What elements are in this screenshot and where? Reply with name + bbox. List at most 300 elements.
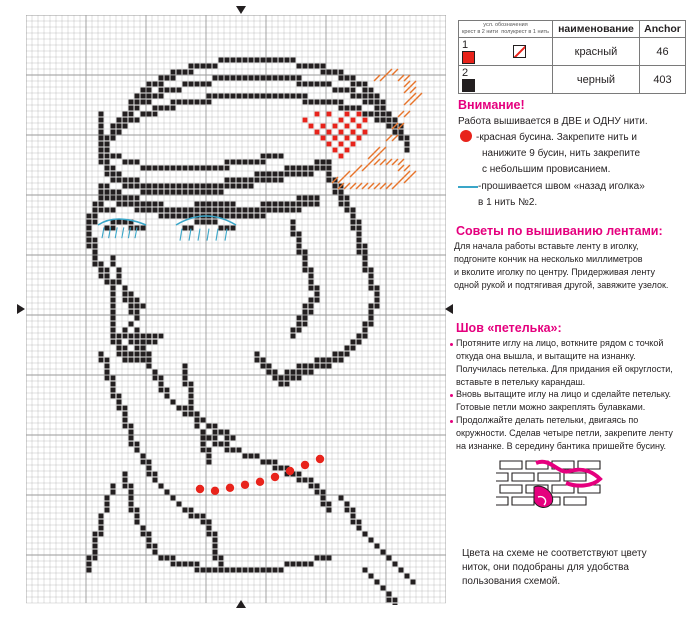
stitch-cell	[309, 562, 314, 567]
stitch-cell	[111, 286, 116, 291]
stitch-cell	[351, 142, 356, 147]
stitch-cell	[153, 544, 158, 549]
stitch-cell	[357, 82, 362, 87]
stitch-cell	[195, 424, 200, 429]
stitch-cell	[147, 82, 152, 87]
stitch-cell	[357, 232, 362, 237]
stitch-cell	[141, 208, 146, 213]
stitch-cell	[225, 568, 230, 573]
stitch-cell	[159, 94, 164, 99]
stitch-cell	[105, 148, 110, 153]
stitch-cell	[195, 418, 200, 423]
stitch-cell	[249, 454, 254, 459]
stitch-cell	[135, 184, 140, 189]
stitch-cell	[117, 400, 122, 405]
stitch-cell	[129, 112, 134, 117]
stitch-cell	[159, 82, 164, 87]
stitch-cell	[183, 364, 188, 369]
stitch-cell	[255, 208, 260, 213]
stitch-cell	[249, 58, 254, 63]
stitch-cell	[183, 190, 188, 195]
stitch-cell	[261, 58, 266, 63]
stitch-cell	[129, 340, 134, 345]
stitch-cell	[207, 220, 212, 225]
stitch-cell	[141, 190, 146, 195]
stitch-cell	[105, 376, 110, 381]
stitch-cell	[123, 124, 128, 129]
stitch-cell	[225, 184, 230, 189]
stitch-cell	[363, 322, 368, 327]
stitch-cell	[165, 166, 170, 171]
stitch-cell	[111, 394, 116, 399]
stitch-cell	[159, 208, 164, 213]
stitch-cell	[105, 508, 110, 513]
stitch-cell	[99, 190, 104, 195]
stitch-cell	[309, 370, 314, 375]
stitch-cell	[303, 262, 308, 267]
stitch-cell	[195, 202, 200, 207]
center-marker-top	[236, 6, 246, 14]
stitch-cell	[255, 160, 260, 165]
stitch-cell	[111, 328, 116, 333]
stitch-cell	[99, 520, 104, 525]
stitch-cell	[285, 166, 290, 171]
stitch-cell	[273, 202, 278, 207]
stitch-cell	[195, 184, 200, 189]
stitch-cell	[111, 382, 116, 387]
stitch-cell	[213, 550, 218, 555]
stitch-cell	[153, 166, 158, 171]
stitch-cell	[195, 562, 200, 567]
stitch-cell	[183, 226, 188, 231]
stitch-cell	[351, 88, 356, 93]
stitch-cell	[351, 520, 356, 525]
stitch-cell	[105, 364, 110, 369]
stitch-cell	[273, 178, 278, 183]
stitch-cell	[111, 322, 116, 327]
stitch-cell	[153, 94, 158, 99]
stitch-cell	[111, 298, 116, 303]
ribbon-tips-title: Советы по вышиванию лентами:	[456, 224, 663, 238]
stitch-cell	[297, 244, 302, 249]
stitch-cell	[375, 118, 380, 123]
stitch-cell	[387, 556, 392, 561]
stitch-cell	[231, 208, 236, 213]
stitch-cell	[129, 202, 134, 207]
stitch-cell	[135, 106, 140, 111]
stitch-cell	[195, 568, 200, 573]
stitch-cell	[111, 484, 116, 489]
bullet-icon	[450, 420, 453, 423]
stitch-cell	[195, 220, 200, 225]
stitch-cell	[249, 208, 254, 213]
stitch-cell	[219, 442, 224, 447]
red-halfcross-swatch-icon	[513, 45, 526, 58]
stitch-cell	[207, 190, 212, 195]
stitch-cell	[147, 364, 152, 369]
stitch-cell	[147, 202, 152, 207]
stitch-cell	[111, 166, 116, 171]
stitch-cell	[99, 202, 104, 207]
stitch-cell	[105, 154, 110, 159]
stitch-cell	[297, 328, 302, 333]
stitch-cell	[141, 112, 146, 117]
black-cross-swatch-icon	[462, 79, 475, 92]
stitch-cell	[351, 214, 356, 219]
stitch-cell	[93, 550, 98, 555]
stitch-cell	[291, 58, 296, 63]
stitch-cell	[303, 370, 308, 375]
stitch-cell	[321, 490, 326, 495]
stitch-cell	[309, 280, 314, 285]
stitch-cell	[135, 508, 140, 513]
stitch-cell	[267, 202, 272, 207]
stitch-cell	[123, 358, 128, 363]
stitch-cell	[201, 520, 206, 525]
stitch-cell	[111, 262, 116, 267]
stitch-cell	[297, 250, 302, 255]
stitch-cell	[87, 238, 92, 243]
stitch-cell	[99, 274, 104, 279]
stitch-cell	[273, 370, 278, 375]
stitch-cell	[129, 178, 134, 183]
stitch-cell	[381, 106, 386, 111]
stitch-cell	[231, 184, 236, 189]
stitch-cell	[123, 406, 128, 411]
stitch-cell	[339, 352, 344, 357]
stitch-cell	[93, 214, 98, 219]
stitch-cell	[165, 76, 170, 81]
stitch-cell	[375, 94, 380, 99]
legend-halfcross-label: полукрест в 1 нить	[501, 29, 549, 35]
stitch-cell	[351, 94, 356, 99]
stitch-cell	[219, 568, 224, 573]
stitch-cell	[291, 370, 296, 375]
stitch-cell	[141, 226, 146, 231]
stitch-cell	[303, 478, 308, 483]
stitch-cell	[105, 370, 110, 375]
backstitch-instruction-line: в 1 нить №2.	[478, 197, 538, 208]
stitch-cell	[327, 142, 332, 147]
stitch-cell	[195, 100, 200, 105]
stitch-cell	[315, 130, 320, 135]
stitch-cell	[261, 208, 266, 213]
stitch-cell	[339, 190, 344, 195]
stitch-cell	[249, 184, 254, 189]
stitch-cell	[297, 316, 302, 321]
stitch-cell	[243, 208, 248, 213]
stitch-cell	[195, 190, 200, 195]
stitch-cell	[135, 304, 140, 309]
stitch-cell	[219, 208, 224, 213]
stitch-cell	[303, 256, 308, 261]
stitch-cell	[195, 64, 200, 69]
stitch-cell	[213, 202, 218, 207]
bead	[301, 461, 309, 469]
stitch-cell	[231, 94, 236, 99]
stitch-cell	[141, 202, 146, 207]
stitch-cell	[111, 124, 116, 129]
stitch-cell	[261, 358, 266, 363]
stitch-cell	[213, 556, 218, 561]
stitch-cell	[165, 490, 170, 495]
stitch-cell	[99, 136, 104, 141]
legend-cross-label: крест в 2 нити	[462, 29, 499, 35]
stitch-cell	[231, 58, 236, 63]
stitch-cell	[183, 100, 188, 105]
stitch-cell	[333, 124, 338, 129]
stitch-cell	[237, 208, 242, 213]
stitch-cell	[123, 196, 128, 201]
stitch-cell	[351, 76, 356, 81]
stitch-cell	[105, 502, 110, 507]
stitch-cell	[111, 208, 116, 213]
stitch-cell	[141, 166, 146, 171]
stitch-cell	[339, 202, 344, 207]
backstitch-line-icon	[458, 186, 478, 188]
stitch-cell	[369, 100, 374, 105]
stitch-cell	[393, 562, 398, 567]
stitch-cell	[147, 544, 152, 549]
stitch-cell	[291, 208, 296, 213]
stitch-cell	[273, 376, 278, 381]
stitch-cell	[357, 112, 362, 117]
loop-stitch-title: Шов «петелька»:	[456, 321, 562, 335]
stitch-cell	[255, 358, 260, 363]
stitch-cell	[135, 196, 140, 201]
stitch-cell	[207, 184, 212, 189]
stitch-cell	[93, 544, 98, 549]
stitch-cell	[207, 100, 212, 105]
stitch-cell	[303, 322, 308, 327]
ribbon-tip-line: одной рукой и подтягивая другой, завяжите узелок.	[454, 280, 669, 290]
stitch-cell	[363, 82, 368, 87]
stitch-cell	[315, 82, 320, 87]
stitch-cell	[111, 190, 116, 195]
stitch-cell	[117, 178, 122, 183]
stitch-cell	[297, 94, 302, 99]
stitch-cell	[201, 64, 206, 69]
stitch-cell	[219, 556, 224, 561]
bead	[241, 481, 249, 489]
stitch-cell	[135, 340, 140, 345]
stitch-cell	[297, 238, 302, 243]
stitch-cell	[273, 208, 278, 213]
loop-stitch-illustration	[496, 457, 608, 513]
stitch-cell	[321, 136, 326, 141]
stitch-cell	[387, 124, 392, 129]
stitch-cell	[159, 556, 164, 561]
stitch-cell	[141, 460, 146, 465]
stitch-cell	[291, 166, 296, 171]
stitch-cell	[183, 70, 188, 75]
stitch-cell	[111, 172, 116, 177]
stitch-cell	[291, 232, 296, 237]
stitch-cell	[171, 562, 176, 567]
stitch-cell	[213, 436, 218, 441]
stitch-cell	[297, 196, 302, 201]
stitch-cell	[153, 208, 158, 213]
stitch-cell	[213, 424, 218, 429]
stitch-cell	[231, 226, 236, 231]
stitch-cell	[363, 118, 368, 123]
stitch-cell	[231, 214, 236, 219]
stitch-cell	[99, 352, 104, 357]
stitch-cell	[327, 556, 332, 561]
ribbon-tip-line: и вколите иголку по центру. Придерживая ленту	[454, 267, 656, 277]
stitch-cell	[345, 502, 350, 507]
stitch-cell	[105, 166, 110, 171]
stitch-cell	[255, 76, 260, 81]
stitch-cell	[123, 298, 128, 303]
stitch-cell	[135, 202, 140, 207]
stitch-cell	[303, 118, 308, 123]
stitch-cell	[369, 286, 374, 291]
stitch-cell	[315, 160, 320, 165]
stitch-cell	[339, 196, 344, 201]
stitch-cell	[363, 250, 368, 255]
stitch-cell	[165, 556, 170, 561]
stitch-cell	[207, 532, 212, 537]
stitch-cell	[135, 208, 140, 213]
stitch-cell	[171, 496, 176, 501]
stitch-cell	[147, 340, 152, 345]
stitch-cell	[201, 184, 206, 189]
stitch-cell	[309, 196, 314, 201]
stitch-cell	[297, 64, 302, 69]
stitch-cell	[177, 100, 182, 105]
bullet-icon	[450, 343, 453, 346]
stitch-cell	[123, 202, 128, 207]
stitch-cell	[273, 466, 278, 471]
stitch-cell	[267, 460, 272, 465]
stitch-cell	[339, 100, 344, 105]
stitch-cell	[321, 166, 326, 171]
stitch-cell	[189, 406, 194, 411]
stitch-cell	[171, 190, 176, 195]
stitch-cell	[237, 76, 242, 81]
stitch-cell	[345, 112, 350, 117]
stitch-cell	[159, 88, 164, 93]
stitch-cell	[309, 310, 314, 315]
stitch-cell	[243, 214, 248, 219]
stitch-cell	[225, 160, 230, 165]
stitch-cell	[189, 400, 194, 405]
stitch-cell	[327, 178, 332, 183]
stitch-cell	[351, 82, 356, 87]
stitch-cell	[249, 160, 254, 165]
stitch-cell	[279, 202, 284, 207]
stitch-cell	[321, 70, 326, 75]
stitch-cell	[201, 190, 206, 195]
stitch-cell	[147, 100, 152, 105]
stitch-cell	[369, 574, 374, 579]
stitch-cell	[177, 214, 182, 219]
stitch-cell	[123, 472, 128, 477]
stitch-cell	[123, 286, 128, 291]
stitch-cell	[135, 442, 140, 447]
stitch-cell	[309, 172, 314, 177]
stitch-cell	[357, 136, 362, 141]
legend-symbols-label: усл. обозначения	[483, 22, 528, 28]
stitch-cell	[99, 196, 104, 201]
bead-instruction-line: -красная бусина. Закрепите нить и	[476, 132, 637, 143]
stitch-cell	[183, 166, 188, 171]
stitch-cell	[153, 550, 158, 555]
stitch-cell	[201, 202, 206, 207]
stitch-cell	[99, 184, 104, 189]
stitch-cell	[357, 94, 362, 99]
stitch-cell	[159, 202, 164, 207]
stitch-cell	[189, 208, 194, 213]
stitch-cell	[297, 82, 302, 87]
stitch-cell	[219, 184, 224, 189]
stitch-cell	[291, 328, 296, 333]
stitch-cell	[183, 406, 188, 411]
stitch-cell	[213, 544, 218, 549]
stitch-cell	[171, 166, 176, 171]
stitch-cell	[117, 268, 122, 273]
stitch-cell	[267, 178, 272, 183]
stitch-cell	[273, 172, 278, 177]
stitch-cell	[327, 508, 332, 513]
stitch-cell	[219, 166, 224, 171]
stitch-cell	[255, 352, 260, 357]
stitch-cell	[153, 376, 158, 381]
stitch-cell	[213, 538, 218, 543]
stitch-cell	[327, 100, 332, 105]
stitch-cell	[147, 88, 152, 93]
stitch-cell	[201, 418, 206, 423]
stitch-cell	[207, 94, 212, 99]
stitch-cell	[327, 82, 332, 87]
stitch-cell	[345, 346, 350, 351]
stitch-cell	[147, 94, 152, 99]
stitch-cell	[261, 178, 266, 183]
stitch-cell	[117, 202, 122, 207]
stitch-cell	[303, 310, 308, 315]
stitch-cell	[345, 508, 350, 513]
stitch-cell	[339, 496, 344, 501]
stitch-cell	[357, 334, 362, 339]
bead	[286, 467, 294, 475]
stitch-cell	[309, 484, 314, 489]
stitch-cell	[123, 346, 128, 351]
stitch-cell	[129, 334, 134, 339]
stitch-cell	[327, 364, 332, 369]
stitch-cell	[285, 376, 290, 381]
stitch-cell	[261, 214, 266, 219]
stitch-cell	[111, 304, 116, 309]
stitch-cell	[261, 76, 266, 81]
stitch-cell	[321, 364, 326, 369]
legend-row-number: 2	[462, 67, 469, 79]
stitch-cell	[129, 118, 134, 123]
center-marker-left	[17, 304, 25, 314]
stitch-cell	[225, 214, 230, 219]
stitch-cell	[99, 148, 104, 153]
stitch-cell	[147, 460, 152, 465]
bead	[226, 484, 234, 492]
stitch-cell	[339, 154, 344, 159]
stitch-cell	[93, 256, 98, 261]
ribbon-tip-line: Для начала работы вставьте ленту в иголку,	[454, 241, 639, 251]
stitch-cell	[165, 394, 170, 399]
stitch-cell	[171, 184, 176, 189]
stitch-cell	[105, 208, 110, 213]
stitch-cell	[225, 448, 230, 453]
stitch-cell	[357, 250, 362, 255]
